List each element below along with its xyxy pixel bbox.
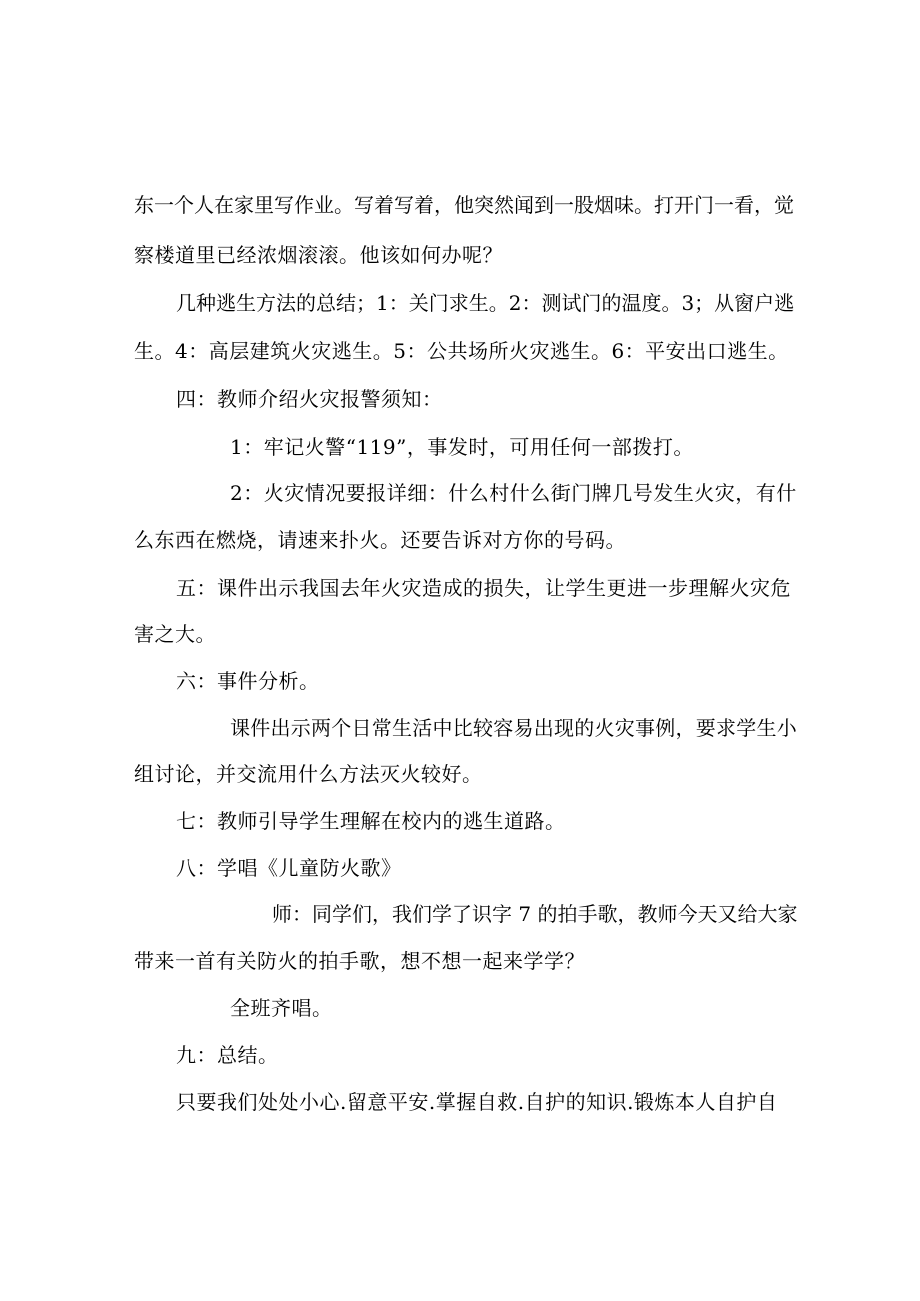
- text-line-14: 七：教师引导学生理解在校内的逃生道路。: [176, 809, 566, 833]
- text-line-10: 害之大。: [134, 622, 216, 646]
- text-line-9: 五：课件出示我国去年火灾造成的损失，让学生更进一步理解火灾危: [176, 576, 791, 600]
- text-line-3: 几种逃生方法的总结；1：关门求生。2：测试门的温度。3；从窗户逃: [176, 291, 795, 315]
- text-line-13: 组讨论，并交流用什么方法灭火较好。: [134, 762, 483, 786]
- text-line-15: 八：学唱《儿童防火歌》: [176, 856, 402, 880]
- text-line-18: 全班齐唱。: [230, 996, 333, 1020]
- text-line-16: 师：同学们，我们学了识字 7 的拍手歌，教师今天又给大家: [272, 902, 798, 926]
- text-line-17: 带来一首有关防火的拍手歌，想不想一起来学学？: [134, 949, 585, 973]
- text-line-8: 么东西在燃烧，请速来扑火。还要告诉对方你的号码。: [134, 528, 626, 552]
- text-line-4: 生。4：高层建筑火灾逃生。5：公共场所火灾逃生。6：平安出口逃生。: [134, 339, 789, 363]
- text-line-6: 1：牢记火警“119”，事发时，可用任何一部拨打。: [230, 435, 694, 459]
- text-line-12: 课件出示两个日常生活中比较容易出现的火灾事例，要求学生小: [230, 716, 797, 740]
- text-line-20: 只要我们处处小心.留意平安.掌握自救.自护的知识.锻炼本人自护自: [176, 1090, 778, 1114]
- text-line-1: 东一个人在家里写作业。写着写着，他突然闻到一股烟味。打开门一看，觉: [134, 193, 794, 217]
- text-line-19: 九：总结。: [176, 1043, 279, 1067]
- text-line-11: 六：事件分析。: [176, 669, 320, 693]
- text-line-7: 2：火灾情况要报详细：什么村什么街门牌几号发生火灾，有什: [230, 481, 797, 505]
- text-line-5: 四：教师介绍火灾报警须知：: [176, 387, 443, 411]
- text-line-2: 察楼道里已经浓烟滚滚。他该如何办呢？: [134, 243, 503, 267]
